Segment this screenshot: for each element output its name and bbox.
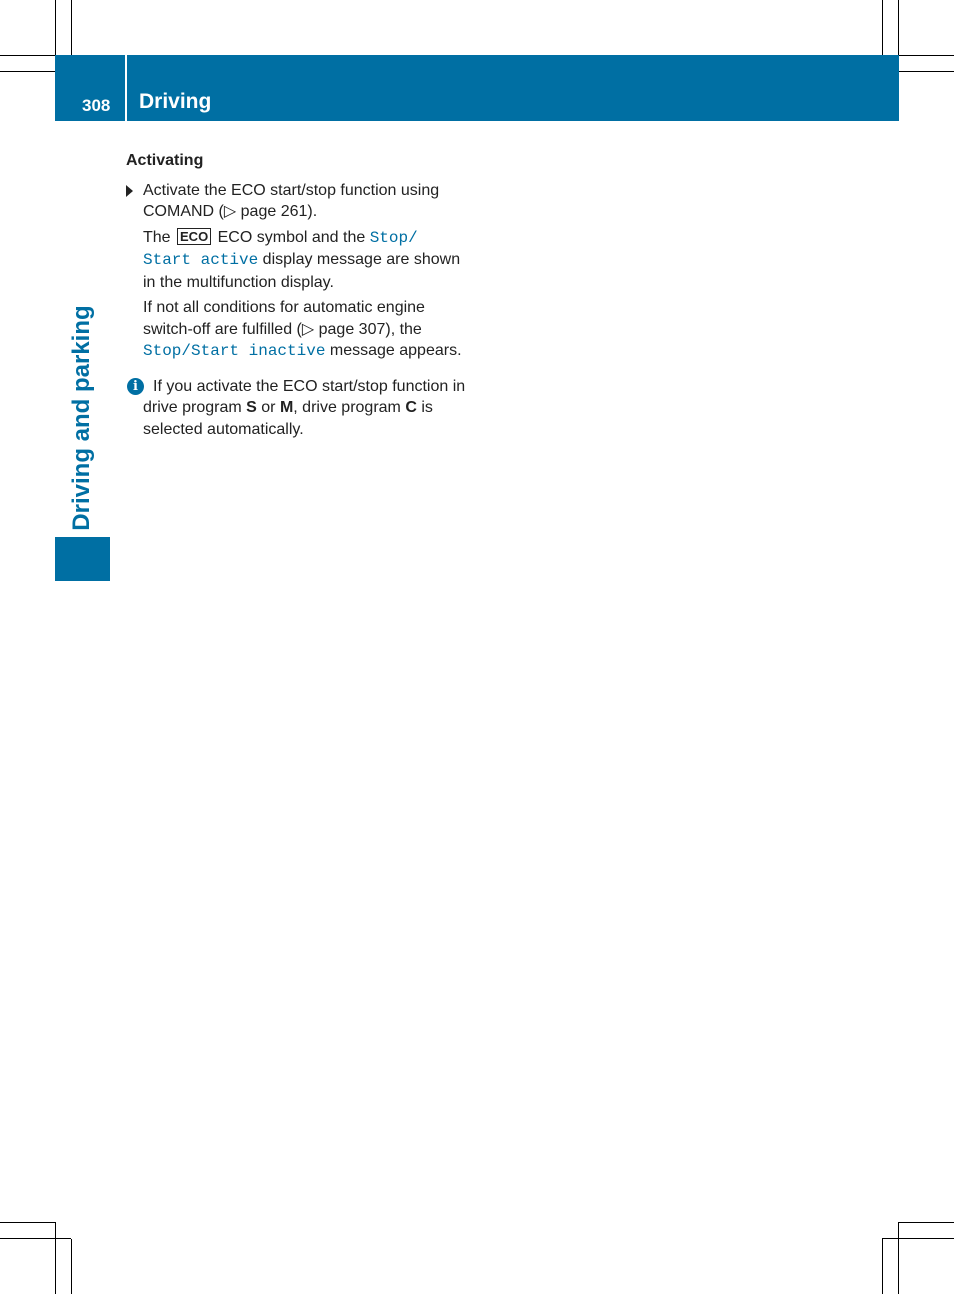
drive-program-s: S <box>246 399 257 416</box>
eco-symbol-icon: ECO <box>177 228 211 245</box>
crop-mark <box>0 1222 55 1223</box>
para-text: message appears. <box>325 342 462 359</box>
page-number: 308 <box>82 96 111 115</box>
result-paragraph <box>126 227 466 294</box>
para-text: If not all conditions for automatic engine switch-off are fulfilled ( <box>143 299 425 338</box>
crop-mark <box>55 0 56 55</box>
page-ref-arrow-icon: ▷ <box>301 320 315 338</box>
crop-mark <box>898 0 899 55</box>
page-ref-arrow-icon: ▷ <box>223 203 237 220</box>
info-note <box>126 376 466 441</box>
para-text: ECO symbol and the <box>213 228 370 246</box>
note-text: or <box>256 399 280 416</box>
crop-mark <box>898 1222 899 1294</box>
display-message: Stop/Start inactive <box>143 342 326 360</box>
crop-mark <box>0 1238 71 1239</box>
section-title: Driving <box>139 90 212 113</box>
step-text: Activate the ECO start/stop function using COMAND ( <box>143 181 440 220</box>
step-arrow-icon <box>126 185 133 197</box>
side-tab <box>55 537 110 581</box>
step-page-reference[interactable]: page 261). <box>236 203 318 220</box>
condition-paragraph <box>126 297 466 363</box>
info-icon: i <box>127 378 144 395</box>
instruction-step <box>126 180 466 223</box>
note-text: is selected automatically. <box>143 399 433 438</box>
drive-program-m: M <box>279 399 294 416</box>
display-message: Stop/ <box>369 228 418 247</box>
side-tab-label: Driving and parking <box>68 305 95 531</box>
crop-mark <box>899 55 954 56</box>
display-message: Start active <box>143 251 259 269</box>
crop-mark <box>55 1222 56 1294</box>
drive-program-c: C <box>405 399 417 416</box>
para-text: The <box>143 228 176 246</box>
main-content <box>126 150 466 440</box>
note-text: , drive program <box>293 399 406 416</box>
header-divider <box>125 55 127 121</box>
crop-mark <box>882 1239 883 1294</box>
crop-mark <box>899 1222 954 1223</box>
crop-mark <box>71 1239 72 1294</box>
subheading: Activating <box>126 152 204 169</box>
para-text: display message are shown in the multifunction display. <box>143 251 461 291</box>
crop-mark <box>882 1238 954 1239</box>
note-text: If you activate the ECO start/stop function in drive program <box>143 377 466 416</box>
crop-mark <box>0 55 55 56</box>
crop-mark <box>71 0 72 55</box>
crop-mark <box>0 71 55 72</box>
crop-mark <box>899 71 954 72</box>
crop-mark <box>882 0 883 55</box>
page-reference[interactable]: page 307), the <box>314 320 422 338</box>
